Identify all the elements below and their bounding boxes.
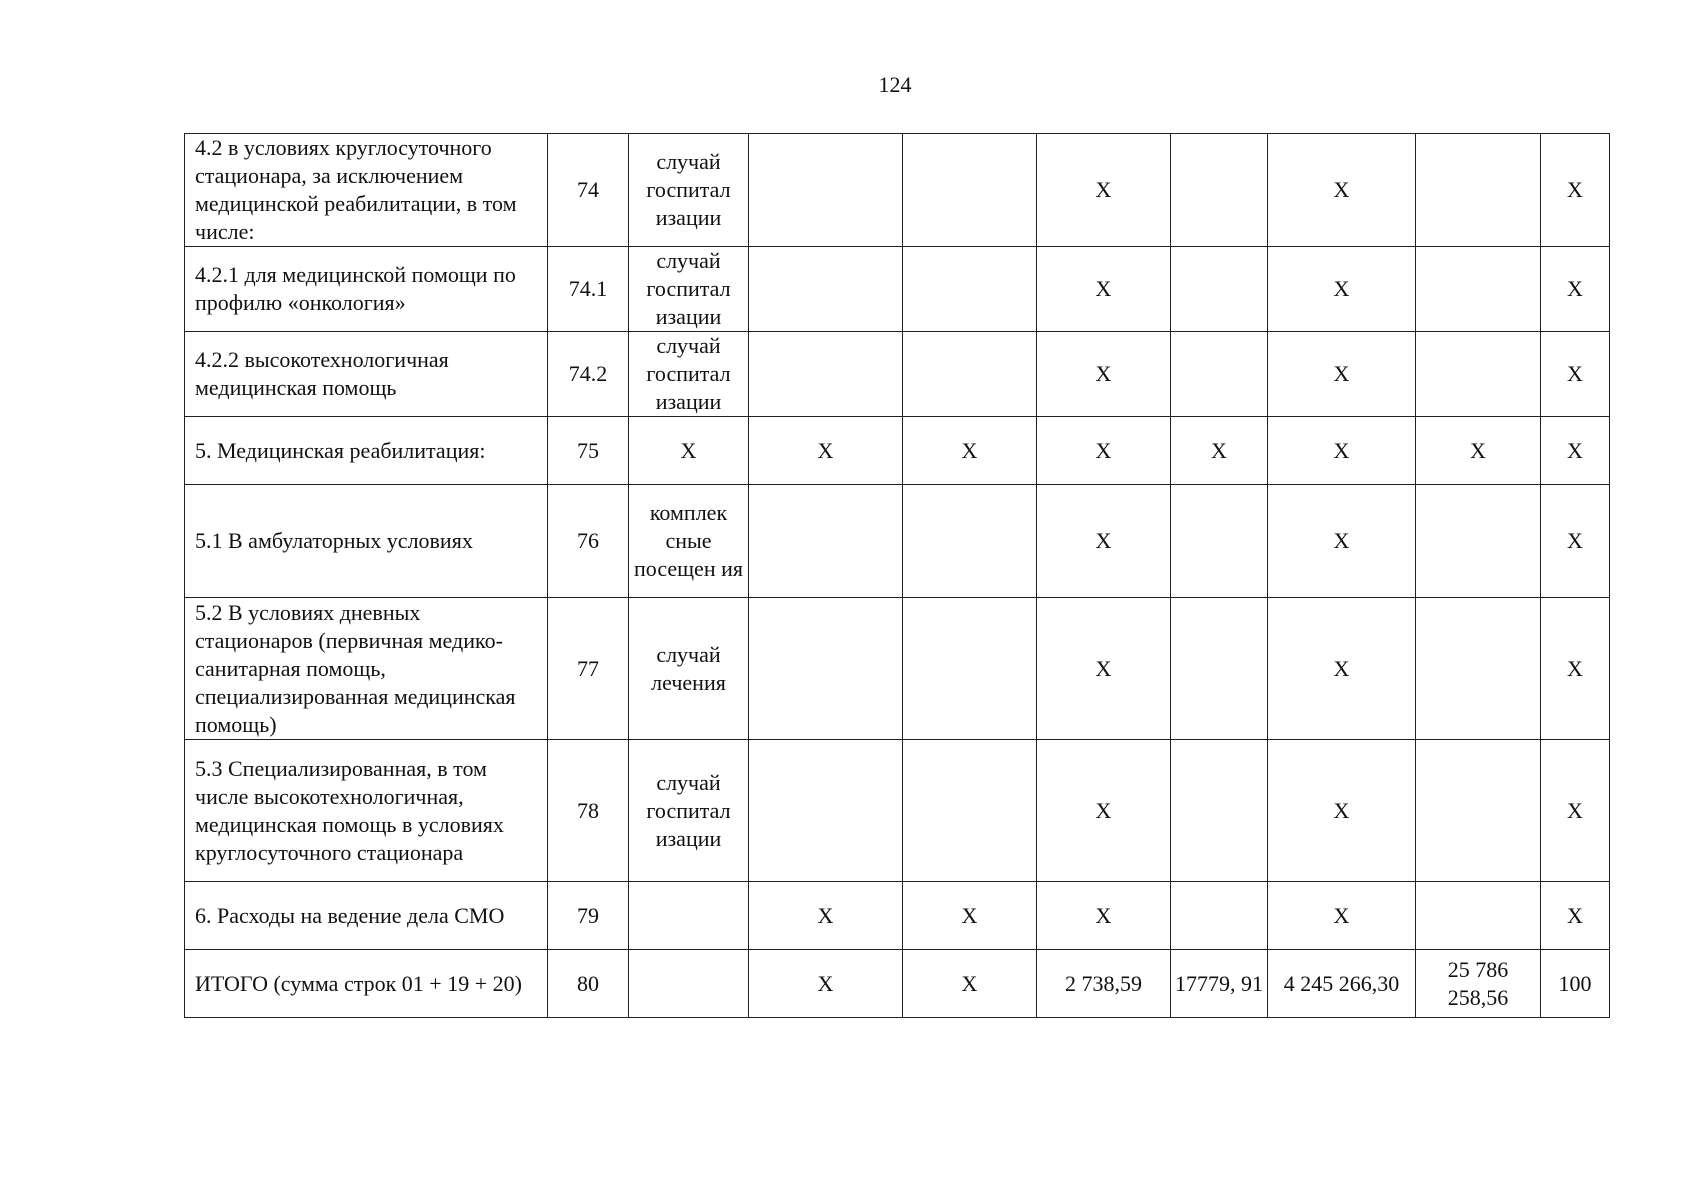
row-name-cell-text: 5.2 В условиях дневных стационаров (первичная медико-санитарная помощь, специализированная медицинская помощь) [195,599,516,737]
row-value-cell [1541,598,1610,740]
row-unit-cell-text: Х [680,437,697,463]
table-body [185,134,1610,1018]
row-value-cell-text: Х [961,902,978,928]
row-unit-cell [629,332,749,417]
row-value-cell [1171,882,1268,950]
row-value-cell-text: Х [1567,528,1583,553]
row-value-cell-text: Х [961,970,978,996]
row-unit-cell [629,417,749,485]
row-unit-cell [629,740,749,882]
data-table [184,133,1610,1018]
row-code-cell [548,417,629,485]
row-name-cell-text: 5. Медицинская реабилитация: [195,437,486,463]
row-value-cell [1037,950,1171,1018]
row-code-cell [548,247,629,332]
row-value-cell [1416,882,1541,950]
row-unit-cell [629,485,749,598]
row-value-cell-text: Х [1567,361,1583,386]
row-name-cell [185,332,548,417]
row-value-cell [749,950,903,1018]
row-value-cell-text: Х [1095,177,1112,202]
row-value-cell [1541,134,1610,247]
row-value-cell-text: Х [1567,655,1583,681]
row-value-cell-text: 2 738,59 [1065,970,1142,996]
row-value-cell [1541,740,1610,882]
row-value-cell [1268,950,1416,1018]
row-value-cell [749,740,903,882]
row-value-cell [1037,598,1171,740]
row-name-cell [185,134,548,247]
row-value-cell [1416,485,1541,598]
row-value-cell [903,332,1037,417]
row-value-cell [1416,950,1541,1018]
row-value-cell [1037,134,1171,247]
row-value-cell [1268,740,1416,882]
row-name-cell [185,882,548,950]
row-value-cell [1171,134,1268,247]
row-code-cell-text: 74 [577,177,599,202]
row-value-cell-text: Х [1211,437,1227,463]
row-value-cell-text: Х [1567,902,1583,928]
row-value-cell [1416,332,1541,417]
row-value-cell-text: Х [1095,437,1112,463]
row-value-cell [1171,247,1268,332]
row-value-cell-text: Х [1095,655,1112,681]
row-code-cell-text: 74.1 [568,276,608,301]
row-code-cell [548,485,629,598]
row-code-cell-text: 79 [577,902,599,928]
row-unit-cell [629,598,749,740]
row-value-cell [1268,247,1416,332]
row-value-cell [903,485,1037,598]
row-value-cell-text: Х [1333,276,1350,301]
row-value-cell-text: Х [1333,797,1350,823]
row-unit-cell [629,134,749,247]
row-value-cell-text: Х [1333,177,1350,202]
row-name-cell [185,247,548,332]
row-value-cell [1541,417,1610,485]
row-value-cell-text: Х [1470,437,1486,463]
row-value-cell-text: Х [817,902,834,928]
row-name-cell-text: 5.3 Специализированная, в том числе высокотехнологичная, медицинская помощь в условиях круглосуточного стационара [195,755,504,865]
row-value-cell [1037,485,1171,598]
row-value-cell-text: 4 245 266,30 [1283,970,1400,996]
row-value-cell-text: 25 786 258,56 [1447,956,1509,1010]
row-value-cell [1171,332,1268,417]
row-value-cell-text: Х [1567,276,1583,301]
table-row [185,134,1610,247]
row-value-cell [1037,332,1171,417]
row-value-cell-text: Х [1095,361,1112,386]
row-value-cell [1541,950,1610,1018]
table-row [185,598,1610,740]
row-name-cell-text: 4.2.1 для медицинской помощи по профилю «онкология» [195,262,516,315]
row-name-cell [185,598,548,740]
row-unit-cell-text: случай лечения [651,641,726,695]
row-name-cell [185,950,548,1018]
row-value-cell [749,247,903,332]
row-value-cell-text: Х [1333,655,1350,681]
row-value-cell [749,882,903,950]
row-value-cell-text: 17779, 91 [1175,970,1263,996]
row-unit-cell-text: случай госпитал изации [646,149,731,230]
row-unit-cell-text: комплек сные посещен ия [634,500,743,581]
row-code-cell [548,598,629,740]
row-value-cell-text: Х [1095,276,1112,301]
row-value-cell-text: Х [1567,797,1583,823]
row-value-cell-text: Х [1095,528,1112,553]
row-value-cell [1541,247,1610,332]
row-value-cell [749,332,903,417]
row-value-cell [1268,417,1416,485]
row-value-cell-text: Х [1095,902,1112,928]
row-value-cell-text: Х [1333,361,1350,386]
row-code-cell [548,740,629,882]
row-value-cell-text: Х [817,437,834,463]
row-value-cell [1416,417,1541,485]
row-code-cell-text: 75 [577,437,599,463]
row-value-cell [749,134,903,247]
row-value-cell [903,950,1037,1018]
row-code-cell-text: 77 [577,655,599,681]
row-code-cell [548,950,629,1018]
row-code-cell-text: 78 [577,797,599,823]
table-row [185,882,1610,950]
row-value-cell [903,247,1037,332]
row-value-cell-text: Х [817,970,834,996]
row-name-cell-text: 4.2.2 высокотехнологичная медицинская помощь [195,347,449,400]
row-name-cell-text: 5.1 В амбулаторных условиях [195,528,473,553]
row-code-cell-text: 76 [577,528,599,553]
row-name-cell-text: 4.2 в условиях круглосуточного стационара, за исключением медицинской реабилитации, в том числе: [195,135,517,244]
row-value-cell [1171,485,1268,598]
row-value-cell [1268,598,1416,740]
row-code-cell-text: 80 [577,970,599,996]
row-code-cell [548,332,629,417]
row-value-cell [749,485,903,598]
row-code-cell-text: 74.2 [568,361,608,386]
row-value-cell-text: Х [1333,902,1350,928]
row-value-cell-text: Х [1333,528,1350,553]
row-value-cell [1171,417,1268,485]
page-number: 124 [878,72,912,97]
row-unit-cell-text: случай госпитал изации [646,333,731,414]
row-value-cell [1268,485,1416,598]
row-value-cell [1037,247,1171,332]
row-value-cell [1268,332,1416,417]
table-row [185,485,1610,598]
row-value-cell [1416,740,1541,882]
table-row [185,950,1610,1018]
table-row [185,247,1610,332]
row-unit-cell [629,882,749,950]
table-row [185,332,1610,417]
row-value-cell [1037,417,1171,485]
row-name-cell-text: ИТОГО (сумма строк 01 + 19 + 20) [195,970,522,996]
row-value-cell [1037,740,1171,882]
row-value-cell [1268,882,1416,950]
row-value-cell [1541,882,1610,950]
row-value-cell [1541,332,1610,417]
row-name-cell [185,740,548,882]
row-code-cell [548,134,629,247]
row-value-cell [1171,740,1268,882]
row-unit-cell-text: случай госпитал изации [646,769,731,851]
row-value-cell [903,134,1037,247]
row-value-cell [1171,598,1268,740]
row-value-cell [749,417,903,485]
row-value-cell [1416,598,1541,740]
row-value-cell [903,598,1037,740]
row-value-cell-text: Х [961,437,978,463]
row-name-cell [185,417,548,485]
row-unit-cell [629,950,749,1018]
row-unit-cell [629,247,749,332]
row-code-cell [548,882,629,950]
row-name-cell [185,485,548,598]
row-value-cell [903,740,1037,882]
row-value-cell [1541,485,1610,598]
row-value-cell [1037,882,1171,950]
row-value-cell-text: Х [1567,177,1583,202]
row-value-cell-text: Х [1095,797,1112,823]
row-value-cell [903,882,1037,950]
row-value-cell [903,417,1037,485]
row-unit-cell-text: случай госпитал изации [646,248,731,329]
row-value-cell [1171,950,1268,1018]
row-value-cell [1416,134,1541,247]
row-value-cell [1416,247,1541,332]
row-name-cell-text: 6. Расходы на ведение дела СМО [195,902,505,928]
row-value-cell [749,598,903,740]
table-row [185,417,1610,485]
table-row [185,740,1610,882]
row-value-cell [1268,134,1416,247]
row-value-cell-text: Х [1567,437,1583,463]
row-value-cell-text: Х [1333,437,1350,463]
row-value-cell-text: 100 [1558,970,1592,996]
